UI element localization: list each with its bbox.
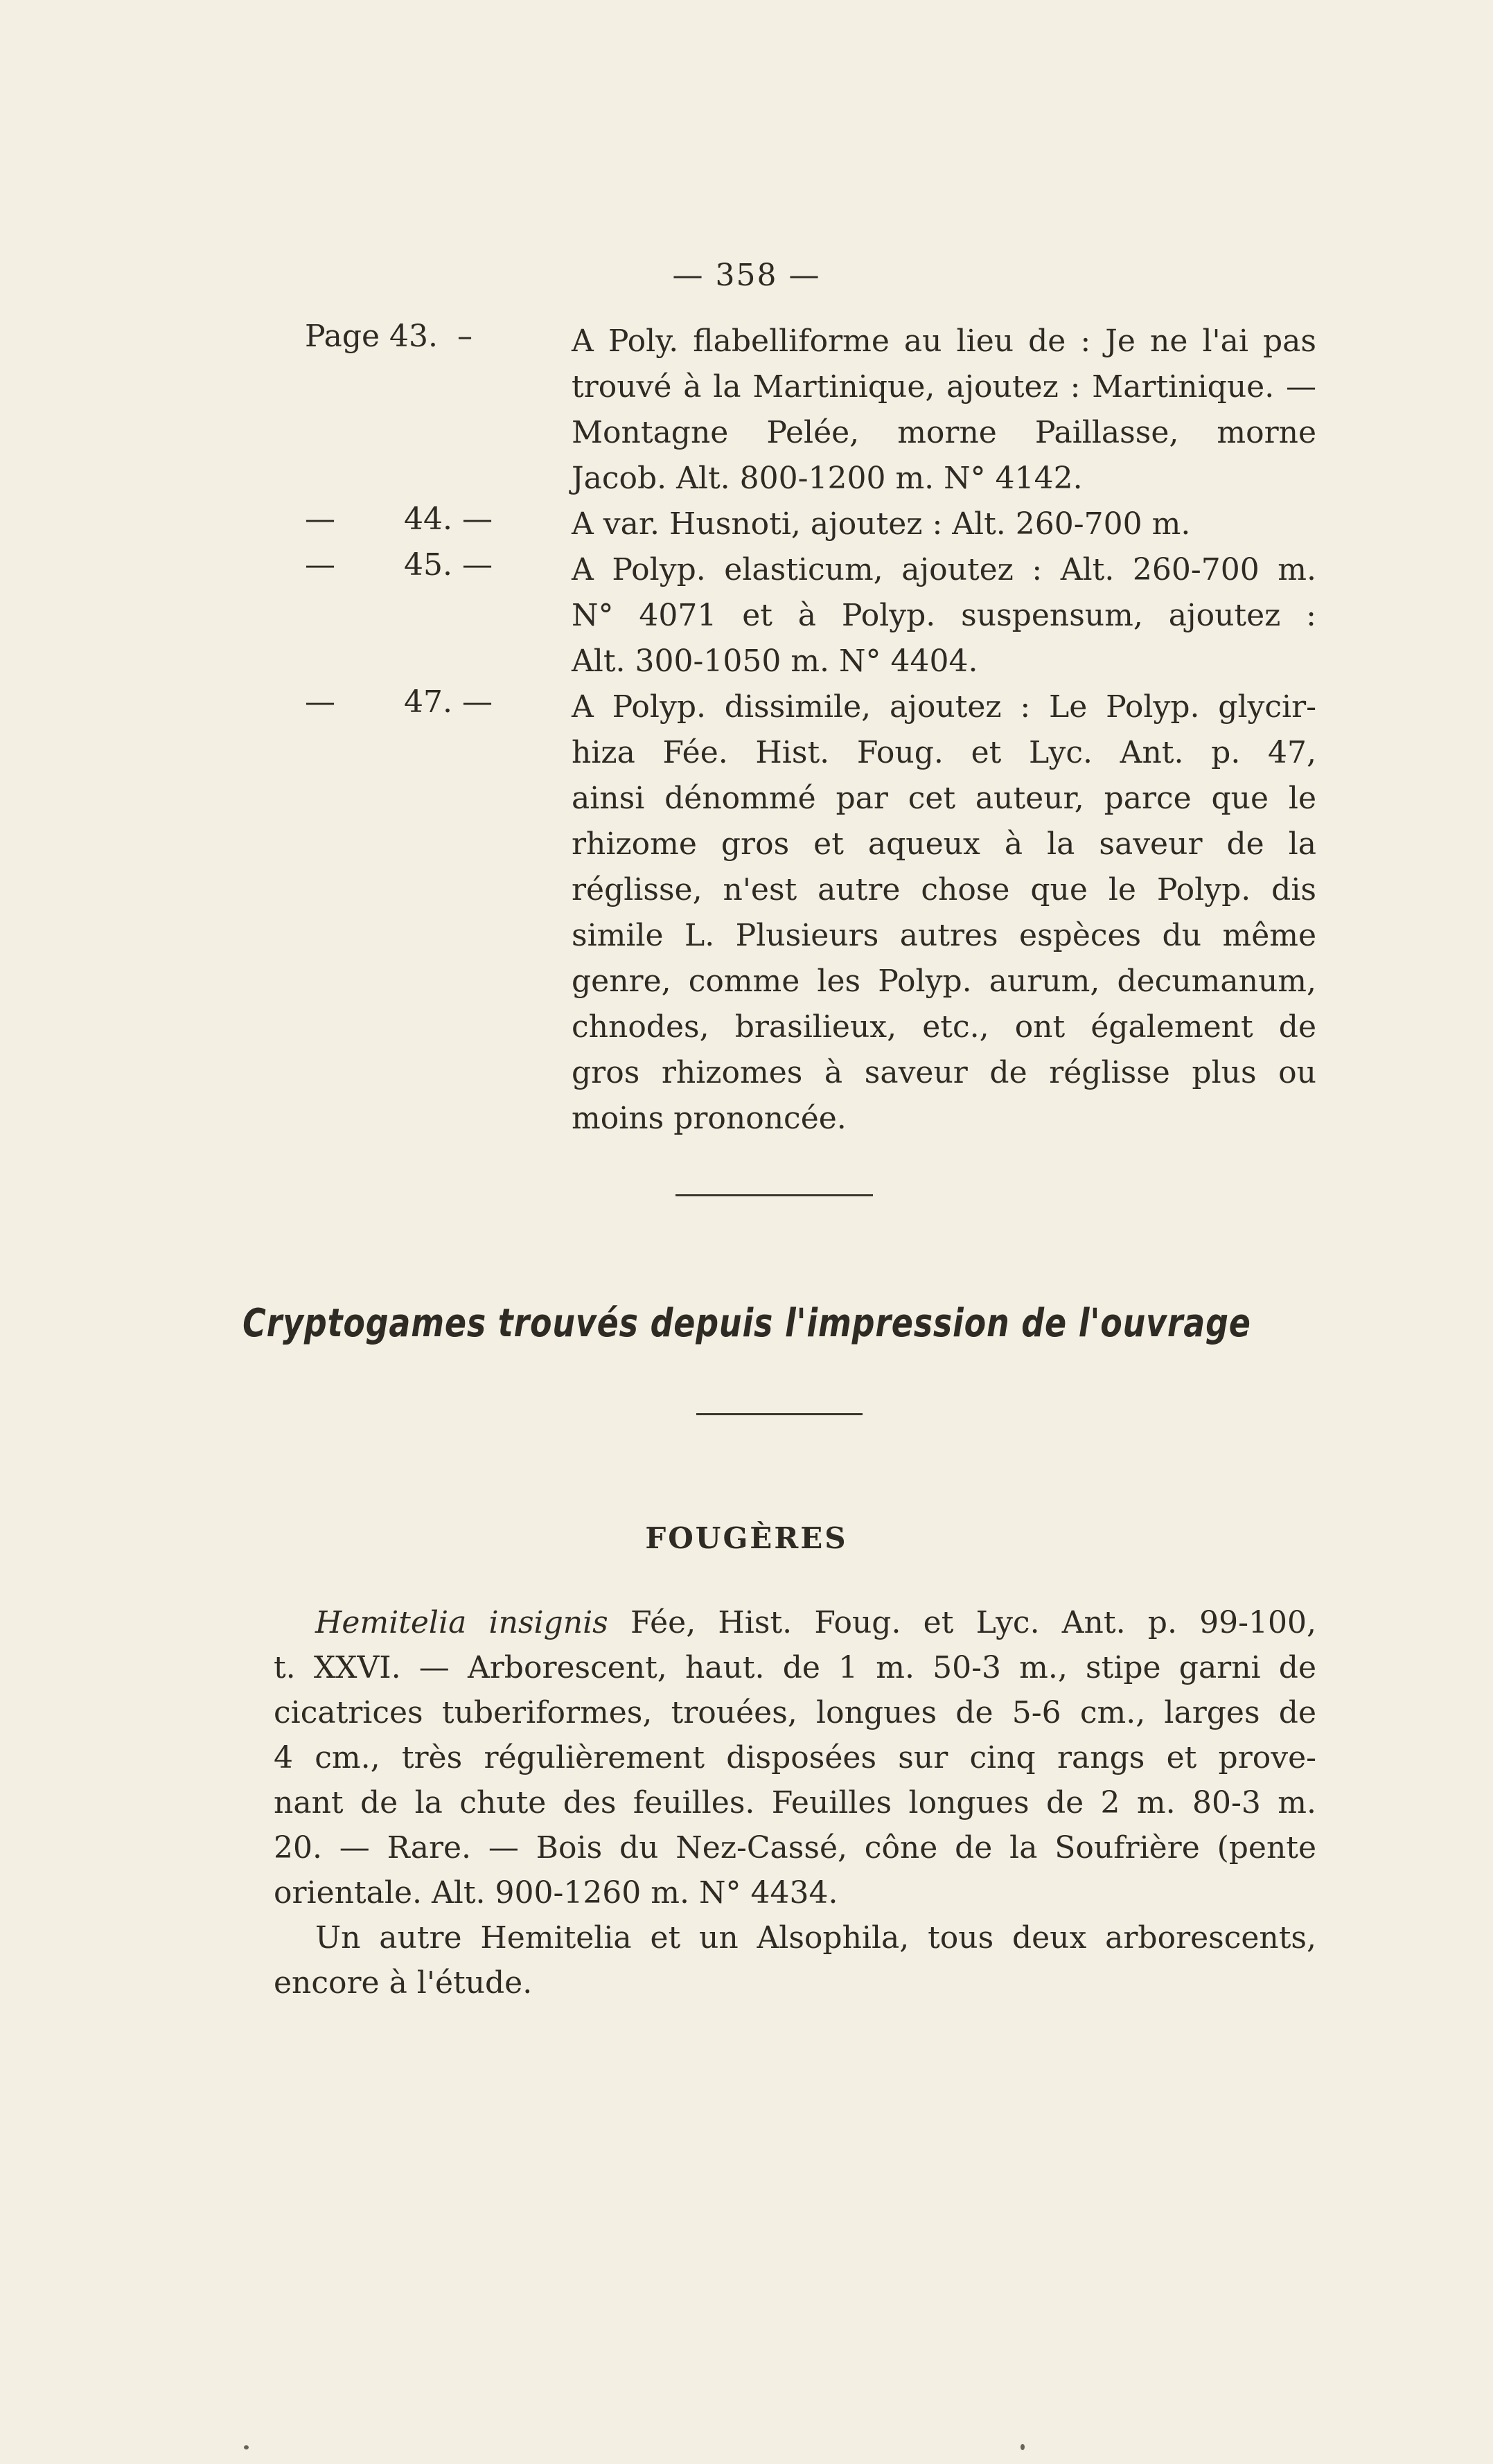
correction-text bbox=[572, 502, 1316, 547]
correction-entry bbox=[305, 547, 1316, 684]
text-line: 4 cm., très régulièrement disposées sur cinq rangs et prove- bbox=[274, 1740, 1316, 1775]
text-line: gros rhizomes à saveur de réglisse plus ou bbox=[572, 1055, 1316, 1090]
text-line: A Polyp. dissimile, ajoutez : Le Polyp. glycir- bbox=[572, 689, 1316, 725]
text-line: Un autre Hemitelia et un Alsophila, tous deux arborescents, bbox=[315, 1920, 1316, 1956]
text-line: moins prononcée. bbox=[572, 1101, 847, 1136]
text-line: trouvé à la Martinique, ajoutez : Martinique. — bbox=[572, 369, 1316, 405]
correction-ref-label: 47. — bbox=[404, 684, 493, 720]
correction-ref-dash: — bbox=[305, 547, 335, 583]
subsection-heading: FOUGÈRES bbox=[645, 1521, 848, 1555]
text-line: 20. — Rare. — Bois du Nez-Cassé, cône de la Soufrière (pente bbox=[274, 1830, 1316, 1865]
text-line: orientale. Alt. 900-1260 m. N° 4434. bbox=[274, 1875, 838, 1911]
text-line: encore à l'étude. bbox=[274, 1965, 533, 2001]
text-line: Jacob. Alt. 800-1200 m. N° 4142. bbox=[572, 461, 1083, 496]
section-divider bbox=[696, 1413, 863, 1415]
correction-text bbox=[572, 684, 1316, 1142]
correction-ref-label: 45. — bbox=[404, 547, 493, 583]
text-line: ainsi dénommé par cet auteur, parce que le bbox=[572, 781, 1316, 816]
correction-text bbox=[572, 319, 1316, 502]
text-line: réglisse, n'est autre chose que le Polyp. dis bbox=[572, 872, 1316, 907]
corrections-list bbox=[305, 319, 1316, 1142]
correction-ref-label: 44. — bbox=[404, 502, 493, 537]
page-number: — 358 — bbox=[672, 258, 821, 293]
text-line: hiza Fée. Hist. Foug. et Lyc. Ant. p. 47, bbox=[572, 735, 1316, 770]
species-description bbox=[274, 1600, 1316, 2005]
paper-speck bbox=[1021, 2444, 1025, 2450]
correction-entry bbox=[305, 319, 1316, 502]
text-line: N° 4071 et à Polyp. suspensum, ajoutez : bbox=[572, 598, 1316, 633]
text-line: Montagne Pelée, morne Paillasse, morne bbox=[572, 415, 1316, 450]
correction-ref-label: Page 43. – bbox=[305, 319, 472, 354]
paper-speck bbox=[244, 2445, 249, 2449]
text-line: A Polyp. elasticum, ajoutez : Alt. 260-700 m. bbox=[572, 552, 1316, 587]
correction-entry bbox=[305, 502, 1316, 547]
section-divider bbox=[675, 1194, 873, 1196]
text-line: A var. Husnoti, ajoutez : Alt. 260-700 m. bbox=[572, 506, 1191, 542]
text-line: chnodes, brasilieux, etc., ont également de bbox=[572, 1009, 1316, 1045]
text-line: simile L. Plusieurs autres espèces du même bbox=[572, 918, 1316, 953]
correction-text bbox=[572, 547, 1316, 684]
text-line: nant de la chute des feuilles. Feuilles longues de 2 m. 80-3 m. bbox=[274, 1785, 1316, 1820]
text-line: A Poly. flabelliforme au lieu de : Je ne l'ai pas bbox=[572, 323, 1316, 359]
text-line: rhizome gros et aqueux à la saveur de la bbox=[572, 826, 1316, 862]
correction-entry bbox=[305, 684, 1316, 1142]
correction-ref-dash: — bbox=[305, 502, 335, 537]
text-line: t. XXVI. — Arborescent, haut. de 1 m. 50-3 m., stipe garni de bbox=[274, 1650, 1316, 1685]
text-line: genre, comme les Polyp. aurum, decumanum, bbox=[572, 964, 1316, 999]
correction-ref-dash: — bbox=[305, 684, 335, 720]
text-line: Alt. 300-1050 m. N° 4404. bbox=[572, 644, 978, 679]
text-line bbox=[274, 1600, 1316, 1645]
species-citation: Fée, Hist. Foug. et Lyc. Ant. p. 99-100, bbox=[630, 1605, 1316, 1640]
text-line: cicatrices tuberiformes, trouées, longues de 5-6 cm., larges de bbox=[274, 1695, 1316, 1730]
species-name: Hemitelia insignis bbox=[315, 1605, 608, 1640]
section-heading: Cryptogames trouvés depuis l'impression de l'ouvrage bbox=[242, 1301, 1251, 1346]
